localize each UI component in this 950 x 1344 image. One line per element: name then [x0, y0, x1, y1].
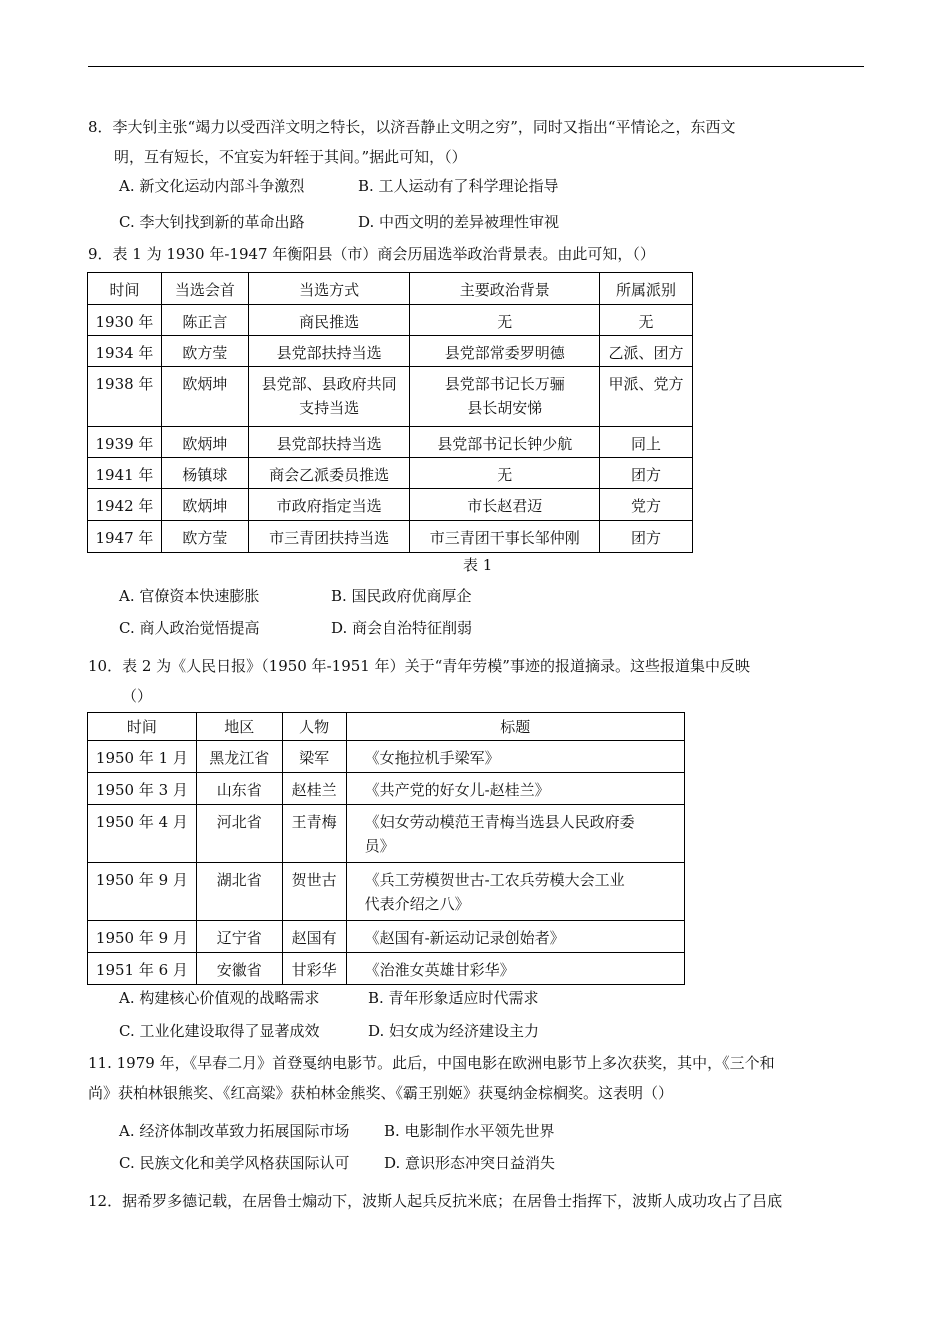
- table-row: [88, 305, 693, 336]
- q8-option-a[interactable]: A. 新文化运动内部斗争激烈: [119, 177, 305, 195]
- q8-option-b[interactable]: B. 工人运动有了科学理论指导: [358, 177, 559, 195]
- table-cell: 《共产党的好女儿-赵桂兰》: [346, 773, 684, 805]
- table-cell: 《女拖拉机手梁军》: [346, 741, 684, 773]
- table-cell: 1939 年: [88, 427, 162, 458]
- table-cell: 团方: [600, 521, 693, 553]
- table-cell: 1947 年: [88, 521, 162, 553]
- q11-option-d[interactable]: D. 意识形态冲突日益消失: [384, 1154, 556, 1172]
- table-cell: [410, 367, 600, 427]
- header-rule: [88, 66, 864, 67]
- table-cell: 赵桂兰: [282, 773, 346, 805]
- table-row: [88, 427, 693, 458]
- table-cell: 1950 年 1 月: [88, 741, 197, 773]
- cell-line: 支持当选: [299, 399, 360, 417]
- table-row: [88, 489, 693, 521]
- q8-option-c[interactable]: C. 李大钊找到新的革命出路: [119, 213, 305, 231]
- table-row: [88, 953, 685, 985]
- table-cell: 同上: [600, 427, 693, 458]
- table-cell: [346, 863, 684, 921]
- q10-option-d[interactable]: D. 妇女成为经济建设主力: [368, 1022, 540, 1040]
- table-cell: 无: [410, 305, 600, 336]
- q10-stem-line1: 10．表 2 为《人民日报》（1950 年-1951 年）关于“青年劳模”事迹的报道摘录。这些报道集中反映: [88, 657, 750, 675]
- q10-table-header: [88, 713, 685, 741]
- table-cell: 甲派、党方: [600, 367, 693, 427]
- table-cell: 欧炳坤: [161, 427, 248, 458]
- q9-header-way: 当选方式: [248, 273, 410, 305]
- table-row: [88, 805, 685, 863]
- table-row: [88, 367, 693, 427]
- cell-line: 县党部书记长万骊: [444, 375, 565, 393]
- q10-header-person: 人物: [282, 713, 346, 741]
- table-cell: 1950 年 9 月: [88, 921, 197, 953]
- table-cell: 乙派、团方: [600, 336, 693, 367]
- cell-line: 县党部、县政府共同: [261, 375, 397, 393]
- table-cell: 欧炳坤: [161, 489, 248, 521]
- table-row: [88, 741, 685, 773]
- table-row: [88, 458, 693, 489]
- q11-stem-line1: 11. 1979 年，《早春二月》首登戛纳电影节。此后，中国电影在欧洲电影节上多次获奖，其中，《三个和: [88, 1054, 775, 1072]
- q10-header-title: 标题: [346, 713, 684, 741]
- table-cell: 欧炳坤: [161, 367, 248, 427]
- table-cell: 安徽省: [196, 953, 282, 985]
- table-cell: 商会乙派委员推选: [248, 458, 410, 489]
- table-cell: 县党部扶持当选: [248, 427, 410, 458]
- table-cell: 1941 年: [88, 458, 162, 489]
- q9-header-background: 主要政治背景: [410, 273, 600, 305]
- q9-option-d[interactable]: D. 商会自治特征削弱: [331, 619, 473, 637]
- table-cell: 辽宁省: [196, 921, 282, 953]
- cell-line: 《妇女劳动模范王青梅当选县人民政府委: [364, 813, 635, 831]
- table-cell: [346, 805, 684, 863]
- q10-option-a[interactable]: A. 构建核心价值观的战略需求: [119, 989, 320, 1007]
- table-cell: 1950 年 4 月: [88, 805, 197, 863]
- table-cell: 无: [410, 458, 600, 489]
- table-cell: 商民推选: [248, 305, 410, 336]
- table-cell: 湖北省: [196, 863, 282, 921]
- table-cell: 市长赵君迈: [410, 489, 600, 521]
- q11-option-a[interactable]: A. 经济体制改革致力拓展国际市场: [119, 1122, 350, 1140]
- cell-line: 《兵工劳模贺世古-工农兵劳模大会工业: [364, 871, 625, 889]
- q12-stem-line1: 12．据希罗多德记载，在居鲁士煽动下，波斯人起兵反抗米底；在居鲁士指挥下，波斯人成功攻占了吕底: [88, 1192, 783, 1210]
- table-cell: 1951 年 6 月: [88, 953, 197, 985]
- table-cell: 1934 年: [88, 336, 162, 367]
- cell-line: 县长胡安悌: [467, 399, 543, 417]
- table-cell: 《赵国有-新运动记录创始者》: [346, 921, 684, 953]
- q10-header-region: 地区: [196, 713, 282, 741]
- table-cell: 王青梅: [282, 805, 346, 863]
- table-cell: 县党部扶持当选: [248, 336, 410, 367]
- table-row: [88, 521, 693, 553]
- cell-line: 代表介绍之八》: [364, 895, 470, 913]
- table-cell: 市政府指定当选: [248, 489, 410, 521]
- q10-stem-line2: （）: [122, 687, 153, 705]
- q11-stem-line2: 尚》获柏林银熊奖、《红高粱》获柏林金熊奖、《霸王别姬》获戛纳金棕榈奖。这表明（）: [88, 1084, 674, 1102]
- table-row: [88, 921, 685, 953]
- q10-option-c[interactable]: C. 工业化建设取得了显著成效: [119, 1022, 320, 1040]
- table-cell: 党方: [600, 489, 693, 521]
- q9-option-a[interactable]: A. 官僚资本快速膨胀: [119, 587, 260, 605]
- q9-header-faction: 所属派别: [600, 273, 693, 305]
- table-cell: 1942 年: [88, 489, 162, 521]
- q11-option-c[interactable]: C. 民族文化和美学风格获国际认可: [119, 1154, 350, 1172]
- q11-option-b[interactable]: B. 电影制作水平领先世界: [384, 1122, 555, 1140]
- table-cell: 陈正言: [161, 305, 248, 336]
- table-cell: 1938 年: [88, 367, 162, 427]
- table-cell: 梁军: [282, 741, 346, 773]
- table-cell: [248, 367, 410, 427]
- table-cell: 欧方莹: [161, 521, 248, 553]
- q9-table-header: [88, 273, 693, 305]
- table-cell: 团方: [600, 458, 693, 489]
- q9-option-b[interactable]: B. 国民政府优商厚企: [331, 587, 472, 605]
- q10-header-time: 时间: [88, 713, 197, 741]
- q9-option-c[interactable]: C. 商人政治觉悟提高: [119, 619, 260, 637]
- table-row: [88, 863, 685, 921]
- q9-stem: 9．表 1 为 1930 年-1947 年衡阳县（市）商会历届选举政治背景表。由此可知，（）: [88, 245, 655, 263]
- table-cell: 1950 年 9 月: [88, 863, 197, 921]
- table-cell: 市三青团扶持当选: [248, 521, 410, 553]
- table-cell: 黑龙江省: [196, 741, 282, 773]
- q9-table: [87, 272, 693, 553]
- table-cell: 甘彩华: [282, 953, 346, 985]
- q10-table: [87, 712, 685, 985]
- table-cell: 欧方莹: [161, 336, 248, 367]
- table-cell: 赵国有: [282, 921, 346, 953]
- table-cell: 杨镇球: [161, 458, 248, 489]
- q10-option-b[interactable]: B. 青年形象适应时代需求: [368, 989, 539, 1007]
- q8-stem-line2: 明，互有短长，不宜妄为轩轾于其间。”据此可知，（）: [114, 148, 467, 166]
- q9-table-caption: 表 1: [463, 556, 493, 574]
- table-cell: 无: [600, 305, 693, 336]
- table-cell: 山东省: [196, 773, 282, 805]
- table-cell: 贺世古: [282, 863, 346, 921]
- q9-header-time: 时间: [88, 273, 162, 305]
- q8-stem-line1: 8．李大钊主张“竭力以受西洋文明之特长，以济吾静止文明之穷”，同时又指出“平情论之，东西文: [88, 118, 736, 136]
- q9-header-head: 当选会首: [161, 273, 248, 305]
- table-cell: 河北省: [196, 805, 282, 863]
- cell-line: 员》: [364, 837, 395, 855]
- table-cell: 1930 年: [88, 305, 162, 336]
- table-cell: 市三青团干事长邹仲刚: [410, 521, 600, 553]
- q8-option-d[interactable]: D. 中西文明的差异被理性审视: [358, 213, 560, 231]
- table-cell: 县党部常委罗明德: [410, 336, 600, 367]
- table-cell: 《治淮女英雄甘彩华》: [346, 953, 684, 985]
- table-cell: 县党部书记长钟少航: [410, 427, 600, 458]
- table-row: [88, 336, 693, 367]
- table-row: [88, 773, 685, 805]
- table-cell: 1950 年 3 月: [88, 773, 197, 805]
